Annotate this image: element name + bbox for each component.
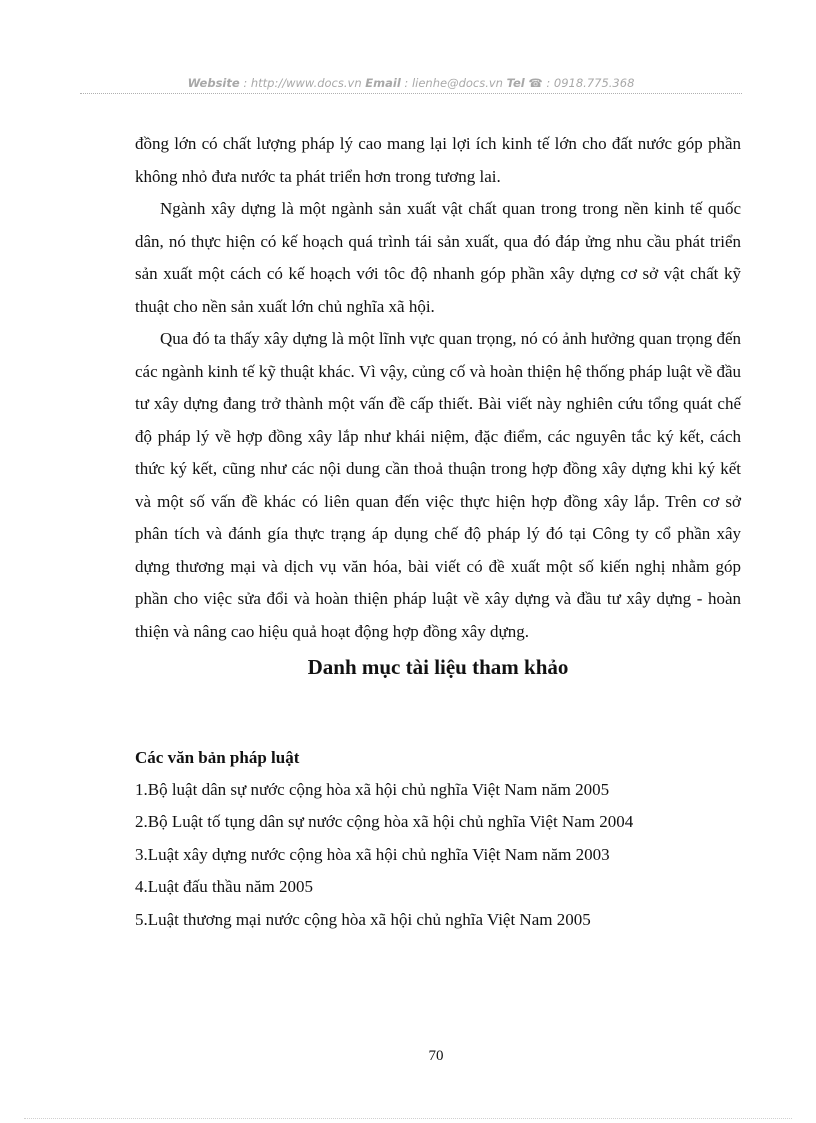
reference-list	[135, 774, 741, 936]
reference-item: 4.Luật đấu thầu năm 2005	[135, 877, 313, 897]
page-number: 70	[428, 1048, 444, 1064]
footer-divider	[24, 1118, 792, 1119]
website-value: : http://www.docs.vn	[239, 76, 366, 90]
tel-label: Tel	[506, 76, 525, 90]
reference-item: 3.Luật xây dựng nước cộng hòa xã hội chủ nghĩa Việt Nam năm 2003	[135, 844, 610, 864]
header-divider	[80, 93, 742, 94]
email-label: Email	[365, 76, 401, 90]
reference-item: 2.Bộ Luật tố tụng dân sự nước cộng hòa xã hội chủ nghĩa Việt Nam 2004	[135, 812, 634, 832]
telephone-icon: ☎	[528, 76, 543, 90]
tel-value: : 0918.775.368	[542, 76, 635, 90]
body-paragraph-1: đồng lớn có chất lượng pháp lý cao mang lại lợi ích kinh tế lớn cho đất nước góp phần không nhỏ đưa nước ta phát triển hơn trong tương lai.	[135, 134, 741, 186]
page-header	[80, 76, 742, 94]
website-label: Website	[187, 76, 240, 90]
body-paragraph-3: Qua đó ta thấy xây dựng là một lĩnh vực quan trọng, nó có ảnh hưởng quan trọng đến các ngành kinh tế kỹ thuật khác. Vì vậy, củng cố và hoàn thiện hệ thống pháp luật về đầu tư xây dựng đang trở thành một vấn đề cấp thiết. Bài viết này nghiên cứu tổng quát chế độ pháp lý về hợp đồng xây lắp như khái niệm, đặc điểm, các nguyên tắc ký kết, cách thức ký kết, cũng như các nội dung cần thoả thuận trong hợp đồng xây dựng khi ký kết và một số vấn đề khác có liên quan đến việc thực hiện hợp đồng xây lắp. Trên cơ sở phân tích và đánh gía thực trạng áp dụng chế độ pháp lý đó tại Công ty cổ phần xây dựng thương mại và dịch vụ văn hóa, bài viết có đề xuất một số kiến nghị nhằm góp phần cho việc sửa đổi và hoàn thiện pháp luật về xây dựng và đầu tư xây dựng - hoàn thiện và nâng cao hiệu quả hoạt động hợp đồng xây dựng.	[135, 329, 741, 641]
email-value: : lienhe@docs.vn	[400, 76, 507, 90]
references-title: Danh mục tài liệu tham khảo	[307, 655, 569, 679]
body-paragraph-2: Ngành xây dựng là một ngành sản xuất vật chất quan trong trong nền kinh tế quốc dân, nó thực hiện có kế hoạch quá trình tái sản xuất, qua đó đáp ửng nhu cầu phát triển sản xuất một cách có kế hoạch với tôc độ nhanh góp phần xây dựng cơ sở vật chất kỹ thuật cho nền sản xuất lớn chủ nghĩa xã hội.	[135, 199, 741, 316]
reference-item: 1.Bộ luật dân sự nước cộng hòa xã hội chủ nghĩa Việt Nam năm 2005	[135, 780, 610, 799]
references-subheading: Các văn bản pháp luật	[135, 748, 300, 767]
reference-item: 5.Luật thương mại nước cộng hòa xã hội chủ nghĩa Việt Nam 2005	[135, 909, 591, 929]
document-body	[135, 128, 741, 936]
